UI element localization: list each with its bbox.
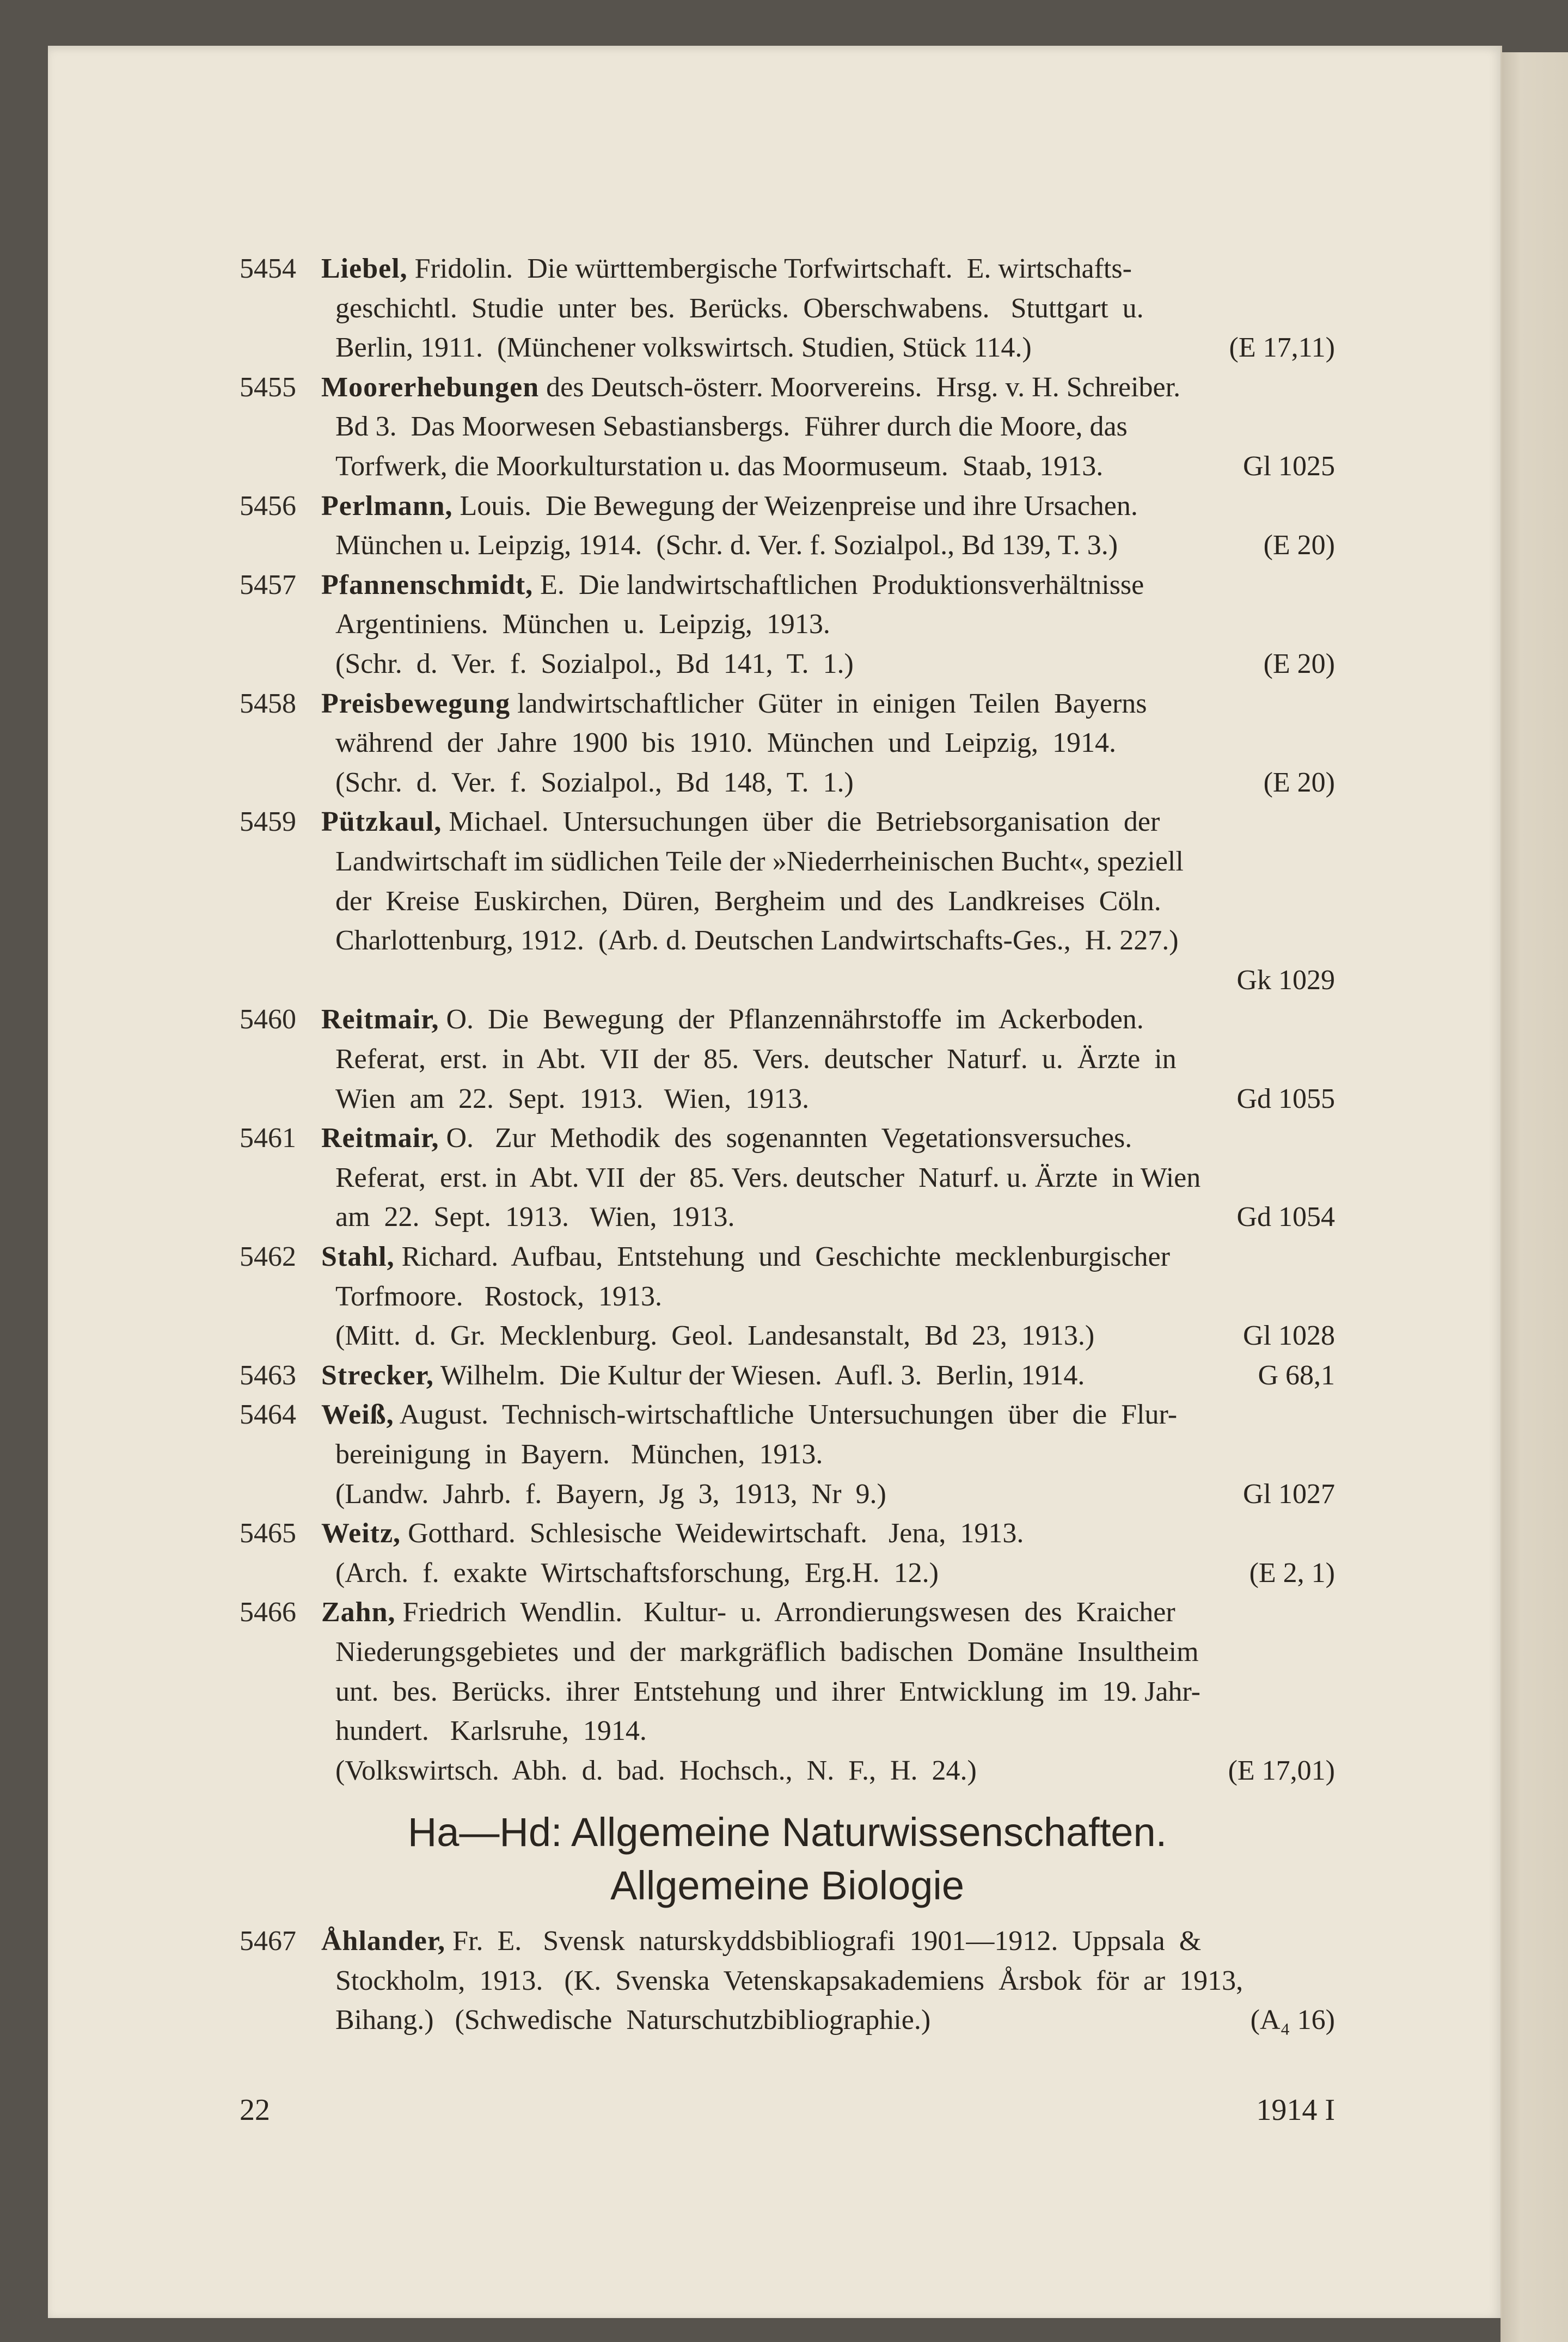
entry-text: Louis. Die Bewegung der Weizenpreise und ihre Ursachen. [460,491,1138,522]
entry-line-content [335,447,1230,486]
entry-text: (Landw. Jahrb. f. Bayern, Jg 3, 1913, Nr 9.) [335,1479,886,1510]
entry-text: (Arch. f. exakte Wirtschaftsforschung, Erg.H. 12.) [335,1558,939,1589]
entry-line-content [240,368,1335,407]
entry-line [335,763,1335,802]
entry-text: Richard. Aufbau, Entstehung und Geschichte mecklenburgischer [401,1241,1170,1272]
entry-number: 5459 [240,806,296,837]
entry-author: Liebel, [321,253,408,284]
entry-number: 5463 [240,1360,296,1391]
entry-line [335,1435,1335,1474]
entry-text: Argentiniens. München u. Leipzig, 1913. [335,609,830,640]
entry-line-content [335,1633,1335,1672]
entry-line-content [240,1514,1335,1553]
entry-line-content [240,1356,1245,1395]
entry-shelfmark: Gl 1027 [1243,1479,1335,1510]
entry-text: Fr. E. Svensk naturskyddsbibliografi 1901—1912. Uppsala & [452,1926,1202,1957]
entry-shelfmark: (A₄ 16) [1250,2004,1335,2036]
entry-author: Preisbewegung [321,688,511,719]
entry-line-content [335,1198,1223,1237]
entry-author: Pützkaul, [321,806,442,837]
entry-line-content [240,1593,1335,1632]
entry-line [240,1000,1335,1039]
entry-author: Weitz, [321,1518,401,1549]
entry-line-content [335,526,1251,565]
entry-text: O. Die Bewegung der Pflanzennährstoffe im Ackerboden. [446,1004,1144,1035]
entry-line [240,684,1335,724]
entry-text: der Kreise Euskirchen, Düren, Bergheim und des Landkreises Cöln. [335,886,1161,917]
entry-line [240,1514,1335,1553]
entry-line [335,526,1335,565]
entry-text: Fridolin. Die württembergische Torfwirtschaft. E. wirtschafts- [414,253,1132,284]
entry-line [240,487,1335,526]
entry-line [335,1080,1335,1119]
entry-line [240,802,1335,842]
entry-number: 5466 [240,1597,296,1628]
entry-line-content [240,1922,1335,1961]
entry-line [335,645,1335,684]
entry-author: Moorerhebungen [321,372,540,403]
volume-label: 1914 I [1256,2093,1335,2127]
entry-line-content [335,1554,1236,1593]
entry-line [335,1554,1335,1593]
entry-line [335,407,1335,446]
entry-line [335,1751,1335,1791]
entry-number: 5454 [240,253,296,284]
entry-line [335,447,1335,486]
entry-number: 5467 [240,1926,296,1957]
entry-line [240,1119,1335,1158]
entry-shelfmark: (E 17,11) [1229,332,1335,363]
entry-line [240,1237,1335,1277]
entry-line [240,1593,1335,1632]
entry-shelfmark: Gl 1028 [1243,1320,1335,1351]
entry-line-content [240,1237,1335,1277]
entry-line-content [335,1080,1223,1119]
entry-line-content [240,249,1335,289]
entry-line [335,1158,1335,1198]
entry-line-content [335,1277,1335,1316]
entry-line-content [335,328,1216,367]
entry-line-content [335,1751,1215,1791]
entry-text: O. Zur Methodik des sogenannten Vegetationsversuches. [446,1123,1132,1154]
entry-line [240,1922,1335,1961]
page-number: 22 [240,2093,270,2127]
entry-number: 5458 [240,688,296,719]
entry-line [240,1395,1335,1434]
entry-author: Strecker, [321,1360,434,1391]
entry-line-content [335,921,1335,960]
entry-author: Perlmann, [321,491,453,522]
entry-line-content [335,1712,1335,1751]
entry-line-content [335,1475,1230,1514]
entry-text: (Mitt. d. Gr. Mecklenburg. Geol. Landesanstalt, Bd 23, 1913.) [335,1320,1095,1351]
entry-line [335,1277,1335,1316]
entry-shelfmark: (E 20) [1263,648,1335,679]
entry-line-content [240,487,1335,526]
entry-line [240,249,1335,289]
entry-line-content [335,1961,1335,2001]
entry-line [240,368,1335,407]
entry-text: am 22. Sept. 1913. Wien, 1913. [335,1201,735,1233]
entry-number: 5456 [240,491,296,522]
entry-line-content [240,802,1335,842]
entry-line [335,882,1335,921]
entry-text: Stockholm, 1913. (K. Svenska Vetenskapsakademiens Årsbok för ar 1913, [335,1965,1244,1996]
entry-text: (Volkswirtsch. Abh. d. bad. Hochsch., N. F., H. 24.) [335,1755,977,1786]
entry-line-content [335,645,1251,684]
entry-line-content [240,1395,1335,1434]
entry-line-content [335,1158,1335,1198]
entry-line-content [335,763,1251,802]
entry-number: 5464 [240,1399,296,1430]
section-heading-line-1: Ha—Hd: Allgemeine Naturwissenschaften. [407,1810,1167,1855]
entry-line [335,1961,1335,2001]
entry-text: Wilhelm. Die Kultur der Wiesen. Aufl. 3. Berlin, 1914. [440,1360,1085,1391]
entry-line-content [240,1000,1335,1039]
entry-text: Niederungsgebietes und der markgräflich badischen Domäne Insultheim [335,1636,1199,1667]
entry-text: Bd 3. Das Moorwesen Sebastiansbergs. Führer durch die Moore, das [335,411,1128,442]
entry-line [335,1672,1335,1712]
entry-line [240,1356,1335,1395]
entry-line-content [335,289,1335,328]
entry-text: Berlin, 1911. (Münchener volkswirtsch. Studien, Stück 114.) [335,332,1032,363]
entry-text: hundert. Karlsruhe, 1914. [335,1715,647,1746]
entry-text: Wien am 22. Sept. 1913. Wien, 1913. [335,1083,810,1114]
entry-line-content [335,724,1335,763]
entry-text: Gotthard. Schlesische Weidewirtschaft. Jena, 1913. [408,1518,1024,1549]
entry-number: 5457 [240,569,296,600]
entry-line [335,1040,1335,1079]
entry-shelfmark: (E 20) [1263,530,1335,561]
entry-number: 5465 [240,1518,296,1549]
entry-text: geschichtl. Studie unter bes. Berücks. Oberschwabens. Stuttgart u. [335,293,1144,324]
entry-number: 5461 [240,1123,296,1154]
entry-text: Referat, erst. in Abt. VII der 85. Vers. deutscher Naturf. u. Ärzte in Wien [335,1162,1201,1193]
entry-text: Landwirtschaft im südlichen Teile der »Niederrheinischen Bucht«, speziell [335,846,1184,877]
entry-author: Reitmair, [321,1004,439,1035]
entry-text: landwirtschaftlicher Güter in einigen Teilen Bayerns [517,688,1147,719]
entry-line-content [240,566,1335,605]
entry-line-content [335,842,1335,881]
entry-author: Weiß, [321,1399,394,1430]
entry-text: Charlottenburg, 1912. (Arb. d. Deutschen Landwirtschafts-Ges., H. 227.) [335,925,1179,956]
entry-shelfmark: G 68,1 [1258,1360,1335,1391]
entry-shelfmark: Gd 1055 [1236,1083,1335,1114]
entry-line-content [335,605,1335,644]
entry-text: (Schr. d. Ver. f. Sozialpol., Bd 148, T. 1.) [335,767,854,798]
entry-line-content [240,1119,1335,1158]
entry-text: (Schr. d. Ver. f. Sozialpol., Bd 141, T. 1.) [335,648,854,679]
entry-text: des Deutsch-österr. Moorvereins. Hrsg. v. H. Schreiber. [546,372,1181,403]
entry-shelfmark: (E 17,01) [1228,1755,1335,1786]
entry-line [240,566,1335,605]
entry-text: Referat, erst. in Abt. VII der 85. Vers. deutscher Naturf. u. Ärzte in [335,1044,1177,1075]
entry-line-content [240,684,1335,724]
entry-line-content [335,1672,1335,1712]
entry-shelfmark: Gk 1029 [1236,965,1335,996]
entry-shelfmark: Gd 1054 [1236,1201,1335,1233]
entry-shelfmark: (E 2, 1) [1249,1558,1335,1589]
entry-text: während der Jahre 1900 bis 1910. München und Leipzig, 1914. [335,727,1117,758]
entry-line [335,724,1335,763]
entry-line [335,1316,1335,1356]
entry-author: Zahn, [321,1597,396,1628]
entry-line-content [335,1040,1335,1079]
entry-shelfmark: Gl 1025 [1243,451,1335,482]
entry-line [335,2001,1335,2040]
entry-text: Torfwerk, die Moorkulturstation u. das Moormuseum. Staab, 1913. [335,451,1104,482]
entry-text: unt. bes. Berücks. ihrer Entstehung und ihrer Entwicklung im 19. Jahr- [335,1676,1200,1707]
entry-text: Bihang.) (Schwedische Naturschutzbibliographie.) [335,2004,931,2036]
entry-line-content [335,882,1335,921]
entry-author: Stahl, [321,1241,395,1272]
entry-text: Michael. Untersuchungen über die Betriebsorganisation der [449,806,1160,837]
entry-number: 5455 [240,372,296,403]
entry-line-content [335,1316,1230,1356]
entry-text: E. Die landwirtschaftlichen Produktionsverhältnisse [540,569,1144,600]
entry-author: Åhlander, [321,1926,446,1957]
section-heading-line-2: Allgemeine Biologie [610,1863,964,1908]
entry-author: Reitmair, [321,1123,439,1154]
entry-text: August. Technisch-wirtschaftliche Untersuchungen über die Flur- [399,1399,1178,1430]
entry-number: 5460 [240,1004,296,1035]
entry-text: München u. Leipzig, 1914. (Schr. d. Ver. f. Sozialpol., Bd 139, T. 3.) [335,530,1118,561]
entry-line [335,605,1335,644]
entry-text: Friedrich Wendlin. Kultur- u. Arrondierungswesen des Kraicher [402,1597,1175,1628]
entry-shelfmark: (E 20) [1263,767,1335,798]
entry-line [335,1633,1335,1672]
entry-text: bereinigung in Bayern. München, 1913. [335,1439,823,1470]
entry-line [335,1475,1335,1514]
entry-line-content [335,1435,1335,1474]
entry-line-content [335,2001,1238,2040]
entry-line [335,961,1335,1000]
entry-author: Pfannenschmidt, [321,569,534,600]
entry-line [335,1712,1335,1751]
entry-line [335,921,1335,960]
entry-line [335,289,1335,328]
entry-number: 5462 [240,1241,296,1272]
entry-line-content [335,407,1335,446]
entry-line [335,1198,1335,1237]
entry-line [335,842,1335,881]
entry-line [335,328,1335,367]
entry-text: Torfmoore. Rostock, 1913. [335,1281,663,1312]
